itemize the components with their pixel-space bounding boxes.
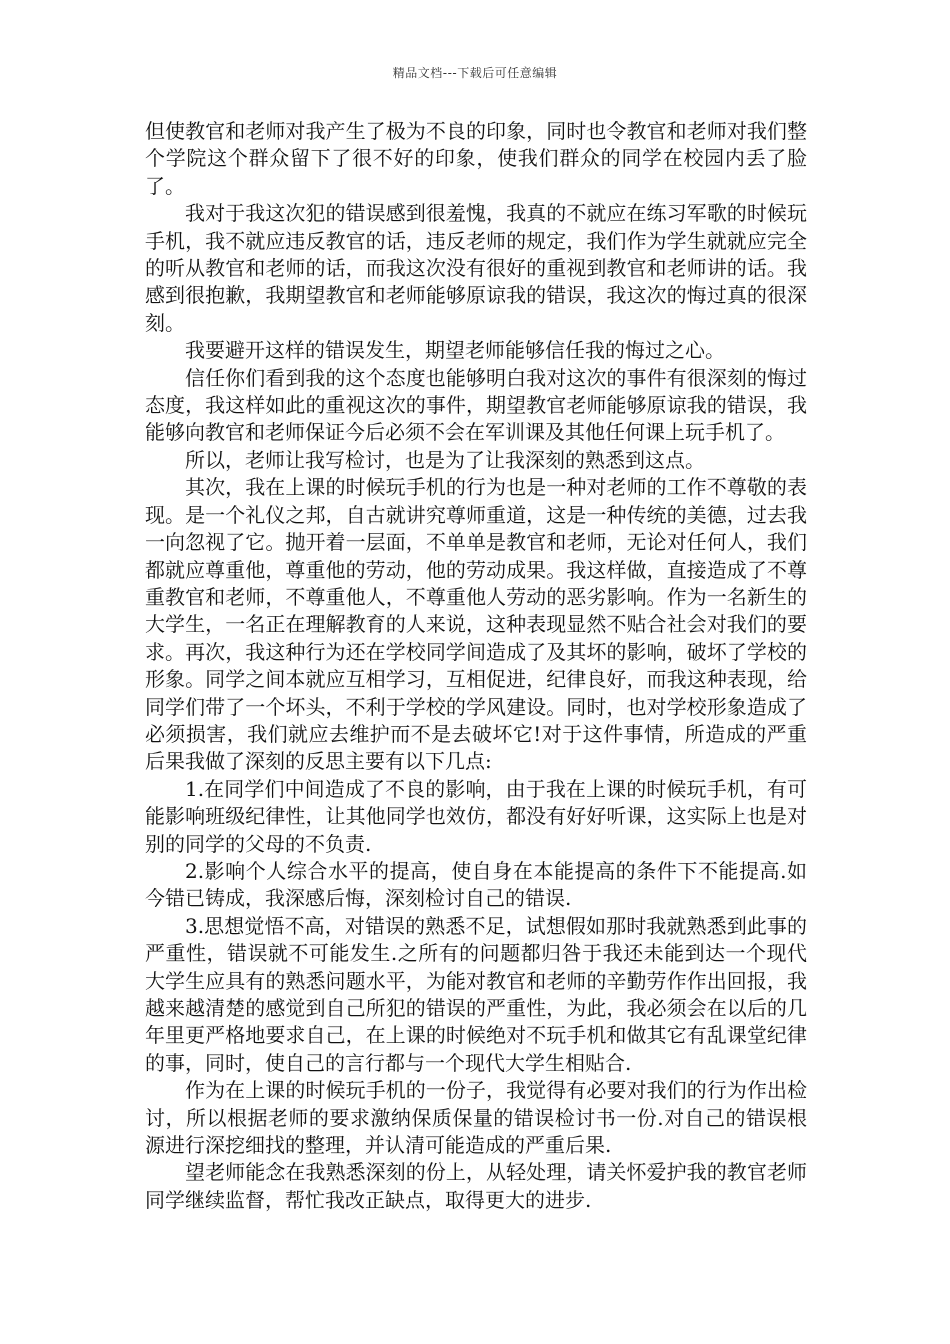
list-item: 1.在同学们中间造成了不良的影响，由于我在上课的时候玩手机，有可能影响班级纪律性，让其他同学也效仿，都没有好好听课，这实际上也是对别的同学的父母的不负责.	[145, 776, 807, 856]
paragraph: 我对于我这次犯的错误感到很羞愧，我真的不就应在练习军歌的时候玩手机，我不就应违反教官的话，违反老师的规定，我们作为学生就就应完全的听从教官和老师的话，而我这次没有很好的重视到教官和老师讲的话。我感到很抱歉，我期望教官和老师能够原谅我的错误，我这次的悔过真的很深刻。	[145, 201, 807, 335]
document-body	[145, 118, 807, 1214]
paragraph: 望老师能念在我熟悉深刻的份上，从轻处理，请关怀爱护我的教官老师同学继续监督，帮忙我改正缺点，取得更大的进步.	[145, 1160, 807, 1212]
paragraph: 作为在上课的时候玩手机的一份子，我觉得有必要对我们的行为作出检讨，所以根据老师的要求激纳保质保量的错误检讨书一份.对自己的错误根源进行深挖细找的整理，并认清可能造成的严重后果.	[145, 1078, 807, 1158]
paragraph: 所以，老师让我写检讨，也是为了让我深刻的熟悉到这点。	[185, 447, 705, 472]
paragraph: 我要避开这样的错误发生，期望老师能够信任我的悔过之心。	[185, 338, 725, 363]
list-item: 2.影响个人综合水平的提高，使自身在本能提高的条件下不能提高.如今错已铸成，我深感后悔，深刻检讨自己的错误.	[145, 858, 807, 911]
paragraph: 其次，我在上课的时候玩手机的行为也是一种对老师的工作不尊敬的表现。是一个礼仪之邦，自古就讲究尊师重道，这是一种传统的美德，过去我一向忽视了它。抛开着一层面，不单单是教官和老师，无论对任何人，我们都就应尊重他，尊重他的劳动，他的劳动成果。我这样做，直接造成了不尊重教官和老师，不尊重他人，不尊重他人劳动的恶劣影响。作为一名新生的大学生，一名正在理解教育的人来说，这种表现显然不贴合社会对我们的要求。再次，我这种行为还在学校同学间造成了及其坏的影响，破坏了学校的形象。同学之间本就应互相学习，互相促进，纪律良好，而我这种表现，给同学们带了一个坏头，不利于学校的学风建设。同时，也对学校形象造成了必须损害，我们就应去维护而不是去破坏它!对于这件事情，所造成的严重后果我做了深刻的反思主要有以下几点:	[145, 475, 807, 774]
paragraph: 信任你们看到我的这个态度也能够明白我对这次的事件有很深刻的悔过态度，我这样如此的重视这次的事件，期望教官老师能够原谅我的错误，我能够向教官和老师保证今后必须不会在军训课及其他任何课上玩手机了。	[145, 365, 807, 445]
paragraph: 但使教官和老师对我产生了极为不良的印象，同时也令教官和老师对我们整个学院这个群众留下了很不好的印象，使我们群众的同学在校园内丢了脸了。	[145, 119, 807, 198]
list-item: 3.思想觉悟不高，对错误的熟悉不足，试想假如那时我就熟悉到此事的严重性，错误就不可能发生.之所有的问题都归咎于我还未能到达一个现代大学生应具有的熟悉问题水平，为能对教官和老师的辛勤劳作作出回报，我越来越清楚的感觉到自己所犯的错误的严重性，为此，我必须会在以后的几年里更严格地要求自己，在上课的时候绝对不玩手机和做其它有乱课堂纪律的事，同时，使自己的言行都与一个现代大学生相贴合.	[145, 913, 807, 1075]
page-header: 精品文档---下载后可任意编辑	[392, 66, 558, 80]
